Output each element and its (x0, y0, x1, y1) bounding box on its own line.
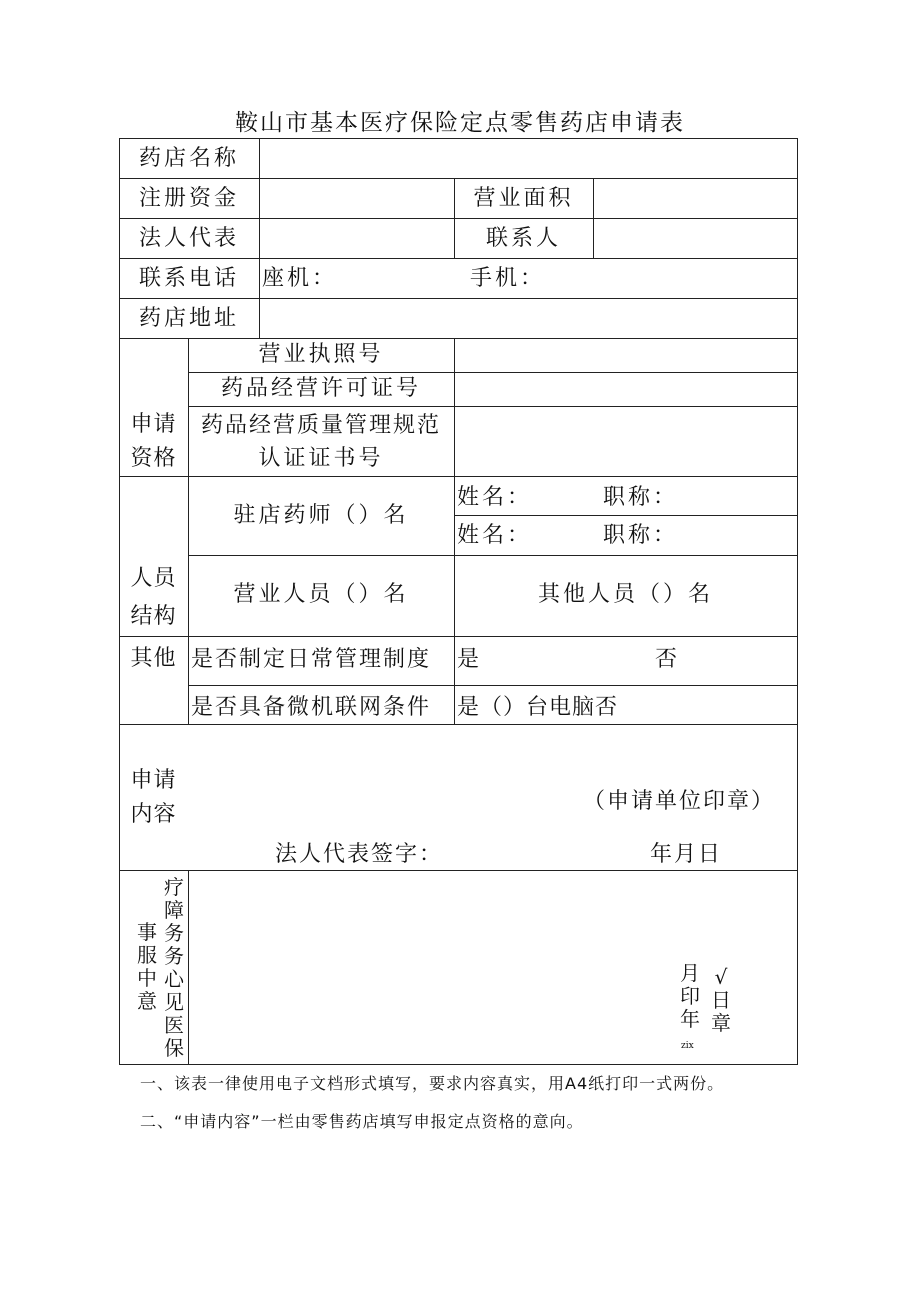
mgmt-question: 是否制定日常管理制度 (191, 647, 432, 672)
title-label-2: 职称： (603, 523, 679, 548)
personnel-label-1: 人员 (130, 566, 177, 591)
opinion-col-left: 事服中意 (137, 920, 157, 1013)
computer-question: 是否具备微机联网条件 (191, 695, 432, 720)
note-1: 一、该表一律使用电子文档形式填写，要求内容真实，用A4纸打印一式两份。 (140, 1074, 725, 1093)
personnel-label-2: 结构 (130, 604, 177, 629)
pharmacy-name-label: 药店名称 (138, 146, 239, 171)
form-title: 鞍山市基本医疗保险定点零售药店申请表 (235, 110, 685, 136)
name-label-1: 姓名： (457, 485, 533, 510)
mgmt-yes: 是 (457, 647, 483, 672)
note-2: 二、“申请内容”一栏由零售药店填写申报定点资格的意向。 (140, 1112, 584, 1131)
stamp-col-2: √日章 (711, 965, 731, 1035)
drug-permit-label: 药品经营许可证号 (220, 376, 421, 401)
date-label: 年月日 (650, 842, 723, 867)
application-label-2: 内容 (130, 802, 177, 827)
contact-person-label: 联系人 (485, 226, 561, 251)
seal-label: （申请单位印章） (583, 789, 776, 814)
mgmt-no: 否 (655, 647, 681, 672)
staff-label: 营业人员（）名 (233, 582, 409, 607)
qualification-label-1: 申请 (130, 412, 177, 437)
business-area-label: 营业面积 (473, 186, 574, 211)
opinion-col-right: 疗障务务心见医保 (164, 875, 184, 1060)
pharmacist-label: 驻店药师（）名 (233, 503, 409, 528)
stamp-col-1: 月印年 (680, 961, 700, 1031)
business-license-label: 营业执照号 (258, 342, 384, 367)
address-label: 药店地址 (138, 306, 239, 331)
signature-label: 法人代表签字： (275, 842, 444, 867)
computer-answer: 是（）台电脑否 (457, 695, 619, 720)
mobile-label: 手机： (470, 266, 546, 291)
name-label-2: 姓名： (457, 523, 533, 548)
others-label: 其他人员（）名 (537, 582, 713, 607)
title-label-1: 职称： (603, 485, 679, 510)
gsp-label-1: 药品经营质量管理规范 (200, 413, 441, 438)
qualification-label-2: 资格 (130, 446, 177, 471)
landline-label: 座机： (262, 266, 338, 291)
stamp-col-1-small: zix (681, 1041, 694, 1051)
gsp-label-2: 认证证书号 (258, 446, 384, 471)
registered-capital-label: 注册资金 (138, 186, 239, 211)
application-label-1: 申请 (130, 768, 177, 793)
other-label: 其他 (130, 646, 177, 671)
legal-rep-label: 法人代表 (138, 226, 239, 251)
contact-phone-label: 联系电话 (138, 266, 239, 291)
